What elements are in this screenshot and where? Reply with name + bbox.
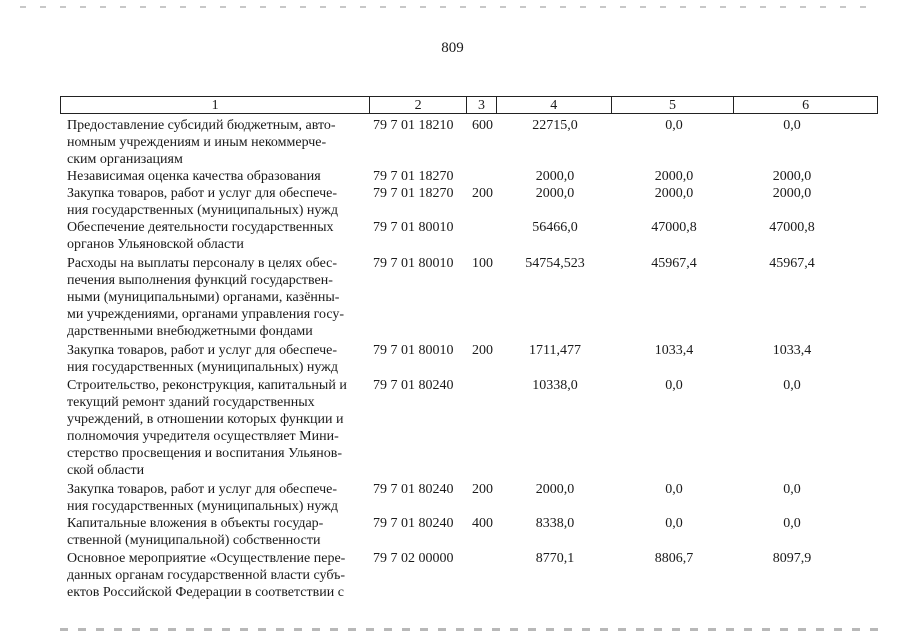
row-name: Закупка товаров, работ и услуг для обеспече- ния государственных (муниципальных) нужд bbox=[67, 186, 338, 218]
column-header-4: 4 bbox=[497, 97, 612, 113]
row-code: 79 7 02 00000 bbox=[373, 551, 454, 566]
row-value-col5: 0,0 bbox=[665, 118, 683, 133]
row-value-col5: 0,0 bbox=[665, 378, 683, 393]
table-header-row bbox=[60, 96, 878, 114]
scan-edge-bottom bbox=[60, 628, 880, 631]
row-type: 200 bbox=[472, 186, 493, 201]
row-type: 100 bbox=[472, 256, 493, 271]
row-name: Обеспечение деятельности государственных органов Ульяновской области bbox=[67, 220, 334, 252]
row-value-col6: 0,0 bbox=[783, 482, 801, 497]
row-value-col5: 45967,4 bbox=[651, 256, 697, 271]
row-value-col4: 2000,0 bbox=[535, 169, 575, 184]
row-name: Предоставление субсидий бюджетным, авто- номным учреждениям и иным некоммерче- ским организациям bbox=[67, 118, 336, 167]
row-value-col5: 47000,8 bbox=[651, 220, 697, 235]
row-code: 79 7 01 80010 bbox=[373, 220, 454, 235]
column-header-2: 2 bbox=[370, 97, 467, 113]
row-code: 79 7 01 80240 bbox=[373, 378, 454, 393]
row-name: Капитальные вложения в объекты государ- ственной (муниципальной) собственности bbox=[67, 516, 324, 548]
row-code: 79 7 01 18210 bbox=[373, 118, 454, 133]
row-value-col5: 0,0 bbox=[665, 482, 683, 497]
row-type: 600 bbox=[472, 118, 493, 133]
row-code: 79 7 01 80240 bbox=[373, 516, 454, 531]
row-value-col6: 2000,0 bbox=[772, 169, 812, 184]
row-value-col4: 2000,0 bbox=[535, 482, 575, 497]
page-number: 809 bbox=[441, 40, 464, 56]
row-code: 79 7 01 80240 bbox=[373, 482, 454, 497]
row-value-col4: 54754,523 bbox=[525, 256, 585, 271]
row-value-col5: 8806,7 bbox=[654, 551, 694, 566]
row-code: 79 7 01 18270 bbox=[373, 186, 454, 201]
row-value-col4: 8338,0 bbox=[535, 516, 575, 531]
row-code: 79 7 01 18270 bbox=[373, 169, 454, 184]
column-header-6: 6 bbox=[802, 98, 810, 113]
row-type: 200 bbox=[472, 343, 493, 358]
row-value-col4: 2000,0 bbox=[535, 186, 575, 201]
row-name: Закупка товаров, работ и услуг для обеспече- ния государственных (муниципальных) нужд bbox=[67, 343, 338, 375]
scan-edge-top bbox=[20, 6, 880, 8]
row-value-col4: 8770,1 bbox=[535, 551, 575, 566]
row-value-col6: 2000,0 bbox=[772, 186, 812, 201]
row-name: Независимая оценка качества образования bbox=[67, 169, 321, 184]
column-header-1: 1 bbox=[61, 97, 370, 113]
row-value-col6: 0,0 bbox=[783, 516, 801, 531]
row-value-col6: 47000,8 bbox=[769, 220, 815, 235]
row-value-col6: 45967,4 bbox=[769, 256, 815, 271]
row-value-col4: 1711,477 bbox=[529, 343, 581, 358]
row-value-col4: 10338,0 bbox=[532, 378, 578, 393]
row-value-col5: 1033,4 bbox=[654, 343, 694, 358]
row-value-col6: 8097,9 bbox=[772, 551, 812, 566]
row-name: Строительство, реконструкция, капитальный и текущий ремонт зданий государственных учреждений, в отношении которых функции и полномочия учредителя осуществляет Мини- стерство просвещения и воспитания Ульянов- ской области bbox=[67, 378, 347, 478]
row-value-col4: 22715,0 bbox=[532, 118, 578, 133]
row-code: 79 7 01 80010 bbox=[373, 256, 454, 271]
row-value-col5: 2000,0 bbox=[654, 186, 694, 201]
row-value-col5: 2000,0 bbox=[654, 169, 694, 184]
row-value-col6: 0,0 bbox=[783, 118, 801, 133]
row-name: Закупка товаров, работ и услуг для обеспече- ния государственных (муниципальных) нужд bbox=[67, 482, 338, 514]
row-type: 400 bbox=[472, 516, 493, 531]
column-header-5: 5 bbox=[612, 97, 735, 113]
row-value-col6: 1033,4 bbox=[772, 343, 812, 358]
row-value-col4: 56466,0 bbox=[532, 220, 578, 235]
row-value-col5: 0,0 bbox=[665, 516, 683, 531]
row-name: Основное мероприятие «Осуществление пере- данных органам государственной власти субъ- ектов Российской Федерации в соответствии с bbox=[67, 551, 346, 600]
row-value-col6: 0,0 bbox=[783, 378, 801, 393]
row-type: 200 bbox=[472, 482, 493, 497]
row-code: 79 7 01 80010 bbox=[373, 343, 454, 358]
column-header-3: 3 bbox=[467, 97, 497, 113]
row-name: Расходы на выплаты персоналу в целях обес- печения выполнения функций государствен- ными (муниципальными) органами, казённы- ми учреждениями, органами управления госу- дарственными внебюджетными фондами bbox=[67, 256, 345, 339]
